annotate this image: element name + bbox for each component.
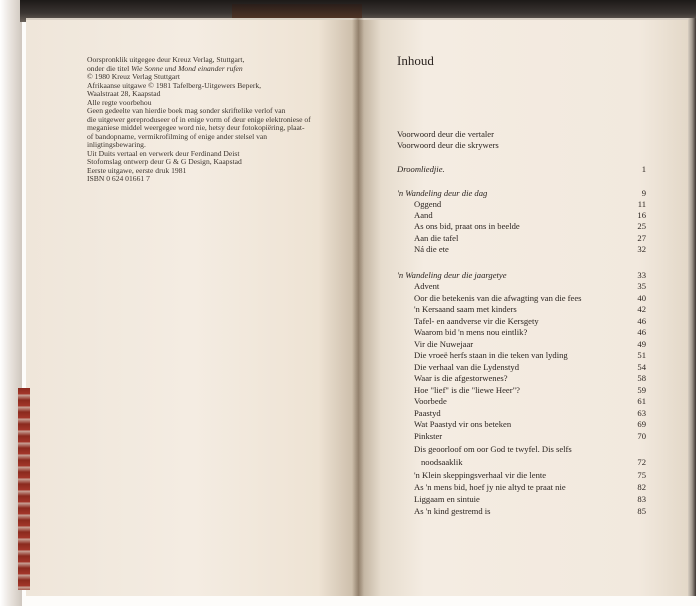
toc-entry-page: 33 [637,270,646,280]
toc-entry-title: Droomliedjie. [397,164,445,174]
toc-entry-title: Wat Paastyd vir ons beteken [414,419,512,429]
imprint-line: Stofomslag ontwerp deur G & G Design, Kaapstad [87,157,242,166]
imprint-line: © 1980 Kreuz Verlag Stuttgart [87,72,180,81]
toc-entry-title: Waar is die afgestorwenes? [414,373,508,383]
imprint-line: Oorspronklik uitgegee deur Kreuz Verlag, Stuttgart, [87,55,245,64]
toc-entry [414,326,646,338]
toc-entry-page: 70 [637,431,646,441]
toc-entry-title: 'n Kersaand saam met kinders [414,304,517,314]
toc-entry-page: 51 [637,350,646,360]
toc-entry-page: 61 [637,396,646,406]
toc-entry-title: Vir die Nuwejaar [414,339,474,349]
imprint-line: inligtingsbewaring. [87,140,146,149]
toc-entry-title: Die vroeë herfs staan in die teken van lyding [414,350,568,360]
toc-entry [397,163,646,175]
toc-entry-page: 72 [637,457,646,467]
imprint-line: of bandopname, vermikrofilming of enige ander stelsel van [87,131,268,141]
toc-entry [414,469,646,481]
toc-entry-page: 27 [637,233,646,243]
toc-entry-page: 54 [637,362,646,372]
toc-entry [414,505,646,517]
isbn: ISBN 0 624 01661 7 [87,174,150,183]
toc-entry [397,139,646,151]
toc-entry-page: 59 [637,385,646,395]
toc-entry-page: 9 [641,188,646,198]
toc-entry-title: Oggend [414,199,442,209]
toc-entry-page: 83 [637,494,646,504]
imprint-line: Eerste uitgawe, eerste druk 1981 [87,165,187,175]
toc-entry-page: 85 [637,506,646,516]
toc-entry [414,220,646,232]
toc-entry-page: 63 [637,408,646,418]
toc-entry-page: 16 [637,210,646,220]
toc-entry-title: Advent [414,281,440,291]
toc-entry-page: 69 [637,419,646,429]
toc-entry-page: 49 [637,339,646,349]
toc-entry-page: 25 [637,221,646,231]
toc-entry [414,493,646,505]
toc-entry-title: Voorwoord deur die skrywers [397,140,499,150]
imprint-line: Waalstraat 28, Kaapstad [87,89,161,98]
toc-entry-title: Ná die ete [414,244,449,254]
toc-entry [414,395,646,407]
toc-entry-page: 46 [637,316,646,326]
toc-entry-page: 42 [637,304,646,314]
toc-entry-title: As 'n kind gestremd is [414,506,491,516]
toc-entry-page: 40 [637,293,646,303]
toc-entry [414,372,646,384]
toc-entry-title: Voorbede [414,396,447,406]
toc-entry [414,303,646,315]
toc-entry-page: 58 [637,373,646,383]
imprint-line: onder die titel Wie Sonne und Mond einander rufen [87,63,243,73]
toc-entry [414,418,646,430]
toc-entry-title: 'n Klein skeppingsverhaal vir die lente [414,470,547,480]
toc-entry-page: 82 [637,482,646,492]
toc-entry-title: As ons bid, praat ons in beelde [414,221,520,231]
toc-entry-page: 46 [637,327,646,337]
toc-entry [414,481,646,493]
toc-entry-title: Paastyd [414,408,441,418]
original-title: Wie Sonne und Mond einander rufen [131,63,243,73]
toc-entry-title: Tafel- en aandverse vir die Kersgety [414,316,539,326]
imprint-line: Alle regte voorbehou [87,97,152,107]
toc-entry [414,280,646,292]
toc-entry [414,349,646,361]
toc-entry-page: 35 [637,281,646,291]
toc-entry-title: Dis geoorloof om oor God te twyfel. Dis selfs [414,444,572,454]
imprint-line: die uitgewer gereproduseer of in enige vorm of deur enige elektroniese of [87,114,311,124]
toc-entry-title: Aand [414,210,433,220]
toc-entry-title: Liggaam en sintuie [414,494,480,504]
toc-entry-title: Pinkster [414,431,443,441]
toc-entry-page: 1 [641,164,646,174]
toc-entry-title: Aan die tafel [414,233,459,243]
imprint-line: meganiese middel weergegee word nie, hetsy deur fotokopiëring, plaat- [87,123,305,132]
toc-entry [421,456,646,468]
toc-entry [414,243,646,255]
toc-entry-page: 75 [637,470,646,480]
toc-entry-title: 'n Wandeling deur die dag [397,188,488,198]
toc-entry-title: Oor die betekenis van die afwagting van die fees [414,293,582,303]
imprint-line: Afrikaanse uitgawe © 1981 Tafelberg-Uitgewers Beperk, [87,80,262,90]
toc-entry-page: 11 [637,199,646,209]
imprint-line: Geen gedeelte van hierdie boek mag sonder skriftelike verlof van [87,106,286,115]
toc-entry-title: As 'n mens bid, hoef jy nie altyd te praat nie [414,482,566,492]
toc-entry [414,443,646,455]
toc-entry [414,430,646,442]
imprint-line: Uit Duits vertaal en verwerk deur Ferdinand Deist [87,148,240,158]
toc-entry-title: noodsaaklik [421,457,463,467]
toc-entry-title: 'n Wandeling deur die jaargetye [397,270,507,280]
contents-title: Inhoud [397,53,434,68]
toc-entry-title: Waarom bid 'n mens nou eintlik? [414,327,528,337]
toc-entry-page: 32 [637,244,646,254]
toc-entry-title: Hoe "lief" is die "liewe Heer"? [414,385,520,395]
toc-entry-title: Die verhaal van die Lydenstyd [414,362,520,372]
toc-entry-title: Voorwoord deur die vertaler [397,129,494,139]
